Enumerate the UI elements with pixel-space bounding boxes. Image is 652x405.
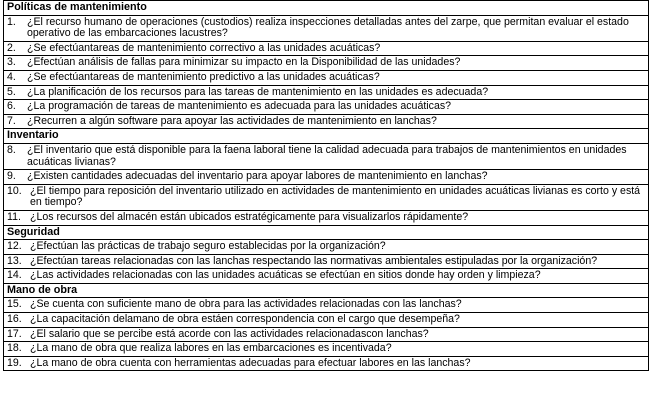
- question-number: 17.: [7, 327, 22, 340]
- section-header-row: [4, 225, 649, 240]
- table-row: [4, 56, 649, 71]
- question-text: ¿La programación de tareas de mantenimiento es adecuada para las unidades acuáticas?: [27, 100, 452, 113]
- section-title-inventario: Inventario: [4, 129, 649, 144]
- question-cell: [4, 210, 649, 225]
- section-header-row: [4, 129, 649, 144]
- question-number: 11.: [7, 210, 21, 223]
- question-text: ¿El inventario que está disponible para la faena laboral tiene la calidad adecuada para trabajos de mantenimientos en unidades acuáticas livianas?: [27, 143, 627, 168]
- table-row: [4, 184, 649, 210]
- question-cell: [4, 313, 649, 328]
- question-text: ¿La mano de obra cuenta con herramientas adecuadas para efectuar labores en las lanchas?: [30, 356, 471, 369]
- table-row: [4, 342, 649, 357]
- table-row: [4, 114, 649, 129]
- question-cell: [4, 184, 649, 210]
- question-cell: [4, 15, 649, 41]
- question-number: 3.: [7, 56, 16, 69]
- question-number: 15.: [7, 298, 22, 311]
- table-row: [4, 15, 649, 41]
- question-cell: [4, 70, 649, 85]
- table-row: [4, 240, 649, 255]
- question-text: ¿Se efectúantareas de mantenimiento predictivo a las unidades acuáticas?: [27, 70, 380, 83]
- question-number: 6.: [7, 100, 16, 113]
- question-cell: [4, 269, 649, 284]
- table-row: [4, 41, 649, 56]
- table-row: [4, 85, 649, 100]
- question-number: 18.: [7, 342, 22, 355]
- section-title-seguridad: Seguridad: [4, 225, 649, 240]
- question-cell: [4, 41, 649, 56]
- section-header-row: [4, 1, 649, 16]
- question-text: ¿Existen cantidades adecuadas del inventario para apoyar labores de mantenimiento en lanchas?: [27, 170, 488, 183]
- question-cell: [4, 254, 649, 269]
- question-text: ¿El tiempo para reposición del inventario utilizado en actividades de mantenimiento en unidades acuáticas livianas es corto y está en tiempo?: [30, 184, 641, 209]
- question-text: ¿El recurso humano de operaciones (custodios) realiza inspecciones detalladas antes del zarpe, que permitan evaluar el estado operativo de las embarcaciones lacustres?: [27, 15, 629, 40]
- table-row: [4, 170, 649, 185]
- question-text: ¿Se cuenta con suficiente mano de obra para las actividades relacionadas con las lanchas?: [30, 298, 462, 311]
- question-cell: [4, 170, 649, 185]
- table-row: [4, 298, 649, 313]
- question-text: ¿Los recursos del almacén están ubicados estratégicamente para visualizarlos rápidamente?: [30, 210, 469, 223]
- question-cell: [4, 342, 649, 357]
- question-cell: [4, 298, 649, 313]
- table-row: [4, 210, 649, 225]
- question-number: 13.: [7, 254, 22, 267]
- question-text: ¿Efectúan tareas relacionadas con las lanchas respectando las normativas ambientales estipuladas por la organización?: [30, 254, 598, 267]
- question-number: 7.: [7, 114, 16, 127]
- section-header-row: [4, 283, 649, 298]
- question-cell: [4, 114, 649, 129]
- question-number: 8.: [7, 143, 16, 156]
- question-number: 12.: [7, 240, 22, 253]
- question-number: 16.: [7, 313, 22, 326]
- table-row: [4, 254, 649, 269]
- question-text: ¿El salario que se percibe está acorde con las actividades relacionadascon lanchas?: [30, 327, 429, 340]
- question-cell: [4, 143, 649, 169]
- question-number: 1.: [7, 15, 16, 28]
- table-row: [4, 70, 649, 85]
- question-number: 9.: [7, 170, 16, 183]
- question-number: 2.: [7, 41, 16, 54]
- question-cell: [4, 356, 649, 371]
- question-cell: [4, 85, 649, 100]
- question-text: ¿Las actividades relacionadas con las unidades acuáticas se efectúan en sitios donde hay orden y limpieza?: [30, 269, 541, 282]
- question-text: ¿Efectúan análisis de fallas para minimizar su impacto en la Disponibilidad de las unidades?: [27, 56, 461, 69]
- question-text: ¿Efectúan las prácticas de trabajo seguro establecidas por la organización?: [30, 240, 386, 253]
- question-text: ¿Recurren a algún software para apoyar las actividades de mantenimiento en lanchas?: [27, 114, 437, 127]
- question-text: ¿Se efectúantareas de mantenimiento correctivo a las unidades acuáticas?: [27, 41, 381, 54]
- table-row: [4, 356, 649, 371]
- question-text: ¿La capacitación delamano de obra estáen correspondencia con el cargo que desempeña?: [30, 313, 460, 326]
- question-number: 10.: [7, 184, 22, 197]
- section-title-mano-de-obra: Mano de obra: [4, 283, 649, 298]
- table-row: [4, 143, 649, 169]
- question-text: ¿La planificación de los recursos para las tareas de mantenimiento en las unidades es adecuada?: [27, 85, 489, 98]
- question-cell: [4, 327, 649, 342]
- question-number: 5.: [7, 85, 16, 98]
- table-row: [4, 269, 649, 284]
- section-title-mantenimiento: Políticas de mantenimiento: [4, 1, 649, 16]
- table-row: [4, 327, 649, 342]
- question-number: 19.: [7, 356, 22, 369]
- survey-table: [3, 0, 649, 371]
- question-number: 14.: [7, 269, 22, 282]
- question-cell: [4, 56, 649, 71]
- table-row: [4, 100, 649, 115]
- question-number: 4.: [7, 70, 16, 83]
- question-cell: [4, 100, 649, 115]
- question-cell: [4, 240, 649, 255]
- question-text: ¿La mano de obra que realiza labores en las embarcaciones es incentivada?: [30, 342, 392, 355]
- table-row: [4, 313, 649, 328]
